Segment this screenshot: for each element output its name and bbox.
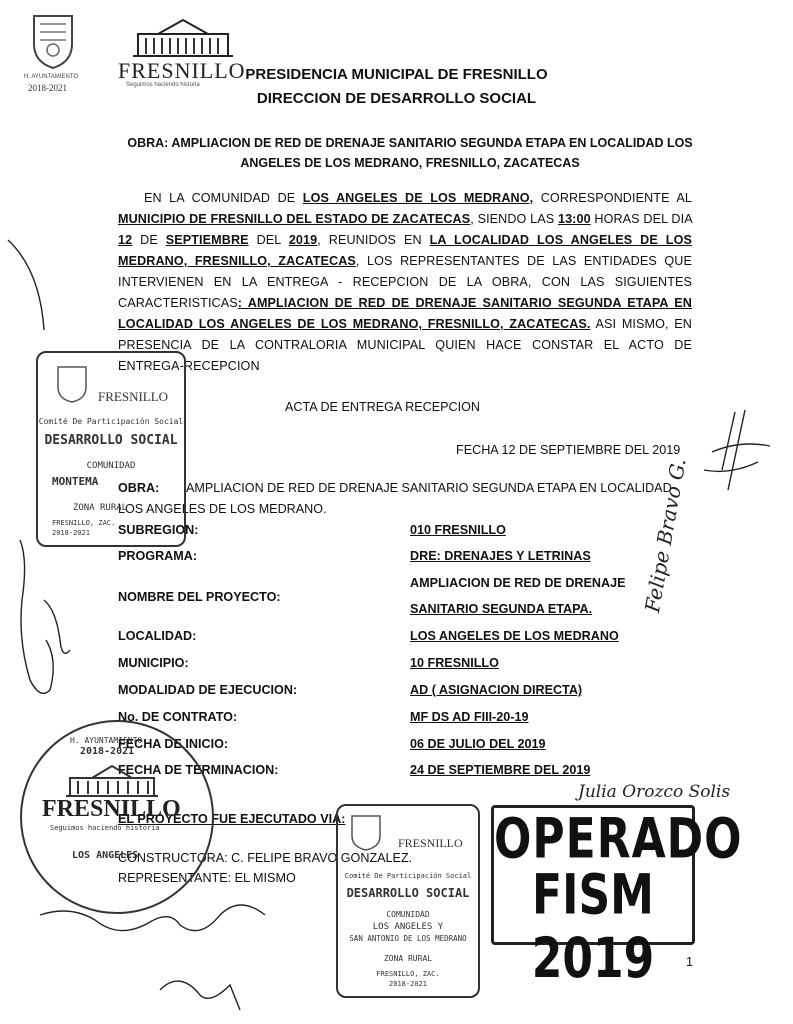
para-text: , REUNIDOS EN	[317, 233, 430, 247]
para-text: , LOS REPRESENTANTES DE LAS ENTIDADES QUE INTERVIENEN EN LA ENTREGA - RECEPCION DE LA OBRA, CON LAS SIGUIENTES CARACTERISTICAS	[118, 254, 692, 310]
round-stamp-los-angeles: LOS ANGELES	[72, 850, 139, 861]
center-stamp-los-angeles: LOS ANGELES Y	[372, 922, 444, 932]
para-caracteristicas: : AMPLIACION DE RED DE DRENAJE SANITARIO SEGUNDA ETAPA EN LOCALIDAD LOS ANGELES DE LOS MEDRANO, FRESNILLO, ZACATECAS.	[118, 296, 692, 331]
modalidad-value: AD ( ASIGNACION DIRECTA)	[410, 683, 583, 697]
stamp-montema: MONTEMA	[52, 475, 99, 488]
obra-detail-line2: LOS ANGELES DE LOS MEDRANO.	[118, 502, 327, 516]
stamp-desarrollo: DESARROLLO SOCIAL	[44, 433, 178, 448]
period-label: 2018-2021	[28, 83, 67, 93]
logo-text: FRESNILLO	[118, 58, 246, 83]
intro-paragraph	[118, 188, 692, 377]
stamp-zona-rural: ZONA RURAL	[72, 503, 128, 513]
terminacion-label: FECHA DE TERMINACION:	[118, 763, 279, 777]
para-anio: 2019	[288, 233, 318, 247]
obra-detail-line1: AMPLIACION DE RED DE DRENAJE SANITARIO SEGUNDA ETAPA EN LOCALIDAD	[186, 481, 672, 495]
subregion-label: SUBREGION:	[118, 523, 199, 537]
inicio-label: FECHA DE INICIO:	[118, 737, 229, 751]
para-text: , SIENDO LAS	[470, 212, 558, 226]
inicio-value: 06 DE JULIO DEL 2019	[410, 737, 546, 751]
operado-stamp	[491, 805, 743, 991]
para-dia: 12	[118, 233, 133, 247]
stamp-comite: Comité De Participación Social	[38, 417, 184, 426]
para-text: CORRESPONDIENTE AL	[533, 191, 692, 205]
proyecto-label: NOMBRE DEL PROYECTO:	[118, 590, 281, 604]
center-stamp-san-antonio: SAN ANTONIO DE LOS MEDRANO	[349, 934, 467, 943]
round-stamp-tagline: Seguimos haciendo historia	[50, 824, 160, 832]
signature-bottom-left	[40, 905, 265, 1010]
obra-label: OBRA:	[118, 481, 160, 495]
center-stamp-fresnillo-zac: FRESNILLO, ZAC.	[376, 970, 440, 978]
round-stamp-logo-text: FRESNILLO	[42, 796, 181, 822]
center-stamp-period: 2018-2021	[389, 980, 427, 988]
para-text: EN LA COMUNIDAD DE	[144, 191, 303, 205]
localidad-value: LOS ANGELES DE LOS MEDRANO	[410, 629, 619, 643]
subregion-value: 010 FRESNILLO	[410, 523, 506, 537]
contrato-value: MF DS AD FIII-20-19	[410, 710, 529, 724]
constructora-line: CONSTRUCTORA: C. FELIPE BRAVO GONZALEZ.	[118, 851, 413, 865]
center-stamp-comunidad: COMUNIDAD	[386, 910, 430, 919]
para-mes: SEPTIEMBRE	[165, 233, 249, 247]
ejecutado-label: EL PROYECTO FUE EJECUTADO VIA:	[118, 812, 346, 826]
representante-line: REPRESENTANTE: EL MISMO	[118, 871, 296, 885]
building-icon	[128, 16, 238, 61]
stamp-comunidad: COMUNIDAD	[86, 461, 136, 471]
municipal-seal	[22, 10, 84, 72]
municipio-value: 10 FRESNILLO	[410, 656, 499, 670]
title-direccion: DIRECCION DE DESARROLLO SOCIAL	[256, 90, 537, 107]
para-text: DE	[132, 233, 166, 247]
title-presidencia: PRESIDENCIA MUNICIPAL DE FRESNILLO	[245, 66, 548, 83]
logo-tagline: Seguimos haciendo historia	[126, 82, 200, 88]
stamp-fresnillo-zac: FRESNILLO, ZAC.	[52, 519, 116, 527]
center-stamp-seal-icon	[346, 812, 386, 852]
obra-heading-line1: OBRA: AMPLIACION DE RED DE DRENAJE SANITARIO SEGUNDA ETAPA EN LOCALIDAD LOS	[127, 136, 693, 150]
municipio-label: MUNICIPIO:	[118, 656, 189, 670]
para-municipio: MUNICIPIO DE FRESNILLO DEL ESTADO DE ZACATECAS	[118, 212, 471, 226]
handwritten-julia: Julia Orozco Solis	[578, 782, 731, 802]
proyecto-value-line1: AMPLIACION DE RED DE DRENAJE	[410, 576, 626, 590]
handwritten-felipe: Felipe Bravo G.	[640, 456, 691, 615]
contrato-label: No. DE CONTRATO:	[118, 710, 238, 724]
para-text: HORAS DEL DIA	[590, 212, 693, 226]
ayuntamiento-label: H. AYUNTAMIENTO	[24, 74, 79, 80]
center-stamp-comite: Comité De Participación Social	[344, 872, 472, 880]
stamp-seal-icon	[50, 363, 94, 403]
modalidad-label: MODALIDAD DE EJECUCION:	[118, 683, 298, 697]
round-stamp-ayuntamiento: H. AYUNTAMIENTO	[70, 736, 143, 745]
round-stamp-period: 2018-2021	[80, 746, 135, 757]
terminacion-value: 24 DE SEPTIEMBRE DEL 2019	[410, 763, 591, 777]
para-comunidad: LOS ANGELES DE LOS MEDRANO,	[302, 191, 534, 205]
para-text: DEL	[248, 233, 289, 247]
center-stamp-zona-rural: ZONA RURAL	[383, 954, 433, 963]
stamp-period: 2018-2021	[52, 529, 90, 537]
para-text: ASI MISMO, EN PRESENCIA DE LA CONTRALORIA MUNICIPAL QUIEN HACE CONSTAR EL ACTO DE ENTREGA-RECEPCION	[118, 317, 692, 373]
operado-line2: FISM 2019	[531, 863, 655, 991]
center-stamp-logo-text: FRESNILLO	[398, 836, 463, 850]
para-hora: 13:00	[557, 212, 591, 226]
page-number: 1	[686, 955, 694, 969]
center-stamp-desarrollo: DESARROLLO SOCIAL	[346, 886, 470, 900]
localidad-label: LOCALIDAD:	[118, 629, 197, 643]
fecha-line: FECHA 12 DE SEPTIEMBRE DEL 2019	[456, 443, 681, 457]
proyecto-value-line2: SANITARIO SEGUNDA ETAPA.	[410, 602, 593, 616]
acta-title: ACTA DE ENTREGA RECEPCION	[285, 400, 481, 414]
ayuntamiento-round-stamp	[20, 720, 214, 914]
obra-heading-line2: ANGELES DE LOS MEDRANO, FRESNILLO, ZACATECAS	[240, 156, 580, 170]
operado-line1: OPERADO	[494, 807, 743, 872]
signature-right-top	[704, 410, 770, 490]
programa-label: PROGRAMA:	[118, 549, 198, 563]
round-stamp-building-icon	[62, 764, 162, 800]
para-lugar: LA LOCALIDAD LOS ANGELES DE LOS MEDRANO, FRESNILLO, ZACATECAS	[118, 233, 692, 268]
programa-value: DRE: DRENAJES Y LETRINAS	[410, 549, 591, 563]
desarrollo-social-stamp-left	[36, 351, 186, 547]
stamp-logo-text: FRESNILLO	[98, 389, 169, 404]
fresnillo-logo	[118, 16, 248, 96]
desarrollo-social-stamp-center	[336, 804, 480, 998]
coat-of-arms-icon	[22, 10, 84, 72]
